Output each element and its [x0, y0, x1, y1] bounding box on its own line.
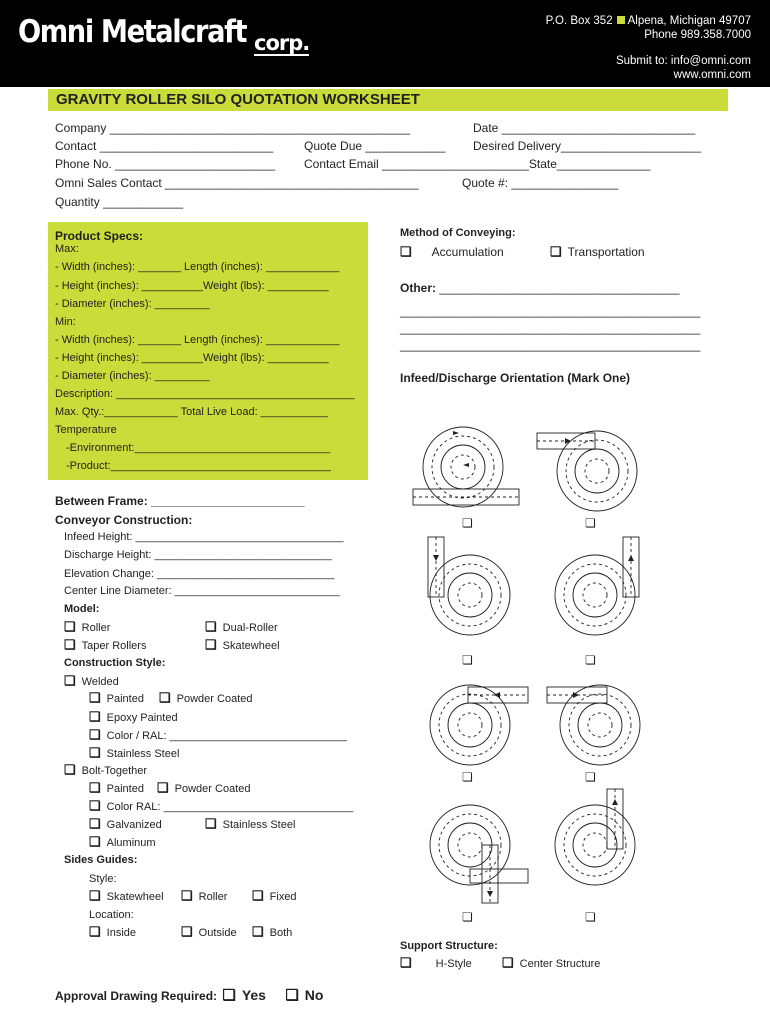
company-logo: Omni Metalcraft — [18, 14, 247, 50]
phone-field[interactable]: Phone No. ________________________ — [55, 157, 276, 171]
bolt-powder-coated-option[interactable] — [157, 782, 250, 795]
min-width-field[interactable]: - Width (inches): _______ Length (inches): ____________ — [55, 334, 340, 346]
checkbox-icon[interactable]: ❏ — [159, 690, 171, 705]
orientation-diagram-8 — [545, 785, 655, 895]
temperature-label: Temperature — [55, 424, 117, 436]
checkbox-icon[interactable]: ❏ — [205, 637, 217, 652]
checkbox-icon[interactable]: ❏ — [89, 780, 101, 795]
taper-rollers-label: Taper Rollers — [81, 640, 147, 652]
stainless-steel-label: Stainless Steel — [106, 748, 180, 760]
contact-email-field[interactable]: Contact Email ______________________State______________ — [304, 157, 651, 171]
checkbox-icon[interactable]: ❏ — [89, 709, 101, 724]
galvanized-label: Galvanized — [106, 819, 162, 831]
checkbox-icon[interactable]: ❏ — [64, 637, 76, 652]
epoxy-painted-label: Epoxy Painted — [106, 712, 178, 724]
orientation-heading: Infeed/Discharge Orientation (Mark One) — [400, 371, 631, 385]
checkbox-icon[interactable]: ❏ — [252, 924, 264, 939]
color-ral-field-2[interactable]: Color RAL: _______________________________ — [106, 801, 354, 813]
aluminum-option[interactable] — [89, 836, 156, 849]
model-skatewheel-option[interactable] — [205, 639, 280, 652]
accumulation-option[interactable] — [400, 245, 504, 259]
style-label: Style: — [89, 873, 117, 885]
max-qty-field[interactable]: Max. Qty.:____________ Total Live Load: ___________ — [55, 406, 328, 418]
checkbox-icon[interactable]: ❏ — [205, 816, 217, 831]
sales-contact-field[interactable]: Omni Sales Contact ______________________________________ — [55, 176, 419, 190]
other-line-4[interactable]: _____________________________________________ — [400, 338, 701, 352]
submit-email[interactable]: Submit to: info@omni.com — [615, 55, 751, 67]
accumulation-label: Accumulation — [431, 245, 504, 259]
guide-skatewheel-option[interactable] — [89, 890, 164, 903]
checkbox-icon[interactable]: ❏ — [252, 888, 264, 903]
orientation-diagram-5 — [420, 677, 530, 772]
discharge-height-field[interactable]: Discharge Height: _____________________________ — [64, 549, 332, 561]
other-label: Other: — [400, 281, 436, 295]
powder-coated-label-2: Powder Coated — [174, 783, 251, 795]
approval-no-label: No — [304, 987, 324, 1003]
checkbox-icon[interactable]: ❏ — [400, 955, 412, 970]
checkbox-icon[interactable]: ❏ — [89, 834, 101, 849]
min-label: Min: — [55, 316, 76, 328]
checkbox-icon[interactable]: ❏ — [550, 244, 562, 259]
checkbox-icon[interactable]: ❏ — [64, 673, 76, 688]
construction-heading: Conveyor Construction: — [55, 513, 193, 527]
welded-option[interactable] — [64, 675, 119, 688]
website-link[interactable]: www.omni.com — [673, 69, 751, 81]
approval-yes-label: Yes — [241, 987, 266, 1003]
bolt-together-label: Bolt-Together — [81, 765, 148, 777]
orientation-1-checkbox[interactable]: ❏ — [462, 516, 473, 530]
painted-label: Painted — [106, 693, 144, 705]
stainless-steel-label-2: Stainless Steel — [222, 819, 296, 831]
checkbox-icon[interactable]: ❏ — [89, 888, 101, 903]
guide-both-option[interactable] — [252, 926, 292, 939]
bolt-together-option[interactable] — [64, 764, 147, 777]
between-frame-field[interactable]: Between Frame: _______________________ — [55, 494, 305, 508]
approval-no-checkbox[interactable]: ❏ — [285, 987, 299, 1004]
guide-outside-option[interactable] — [181, 926, 237, 939]
elevation-change-field[interactable]: Elevation Change: _____________________________ — [64, 568, 335, 580]
construction-style-heading: Construction Style: — [64, 657, 166, 669]
checkbox-icon[interactable]: ❏ — [205, 619, 217, 634]
description-field[interactable]: Description: _______________________________________ — [55, 388, 355, 400]
h-style-option[interactable] — [400, 957, 472, 970]
address-city: Alpena, Michigan 49707 — [627, 15, 751, 27]
orientation-diagram-7 — [420, 795, 530, 905]
welded-color-option[interactable] — [89, 729, 347, 742]
painted-label-2: Painted — [106, 783, 144, 795]
max-height-field[interactable]: - Height (inches): __________Weight (lbs): __________ — [55, 280, 329, 292]
page-title: GRAVITY ROLLER SILO QUOTATION WORKSHEET — [48, 89, 728, 111]
date-field[interactable]: Date _____________________________ — [473, 121, 696, 135]
environment-field[interactable]: -Environment:________________________________ — [66, 442, 331, 454]
orientation-2-checkbox[interactable]: ❏ — [585, 516, 596, 530]
contact-field[interactable]: Contact __________________________ — [55, 139, 274, 153]
transportation-option[interactable] — [550, 245, 645, 259]
checkbox-icon[interactable]: ❏ — [89, 690, 101, 705]
powder-coated-label: Powder Coated — [176, 693, 253, 705]
quantity-field[interactable]: Quantity ____________ — [55, 195, 184, 209]
other-field[interactable] — [400, 281, 680, 295]
product-specs-heading: Product Specs: — [55, 229, 144, 243]
checkbox-icon[interactable]: ❏ — [181, 888, 193, 903]
bolt-stainless-option[interactable] — [205, 818, 295, 831]
max-diameter-field[interactable]: - Diameter (inches): _________ — [55, 298, 210, 310]
skatewheel-label: Skatewheel — [222, 640, 280, 652]
min-diameter-field[interactable]: - Diameter (inches): _________ — [55, 370, 210, 382]
outside-label: Outside — [198, 927, 237, 939]
h-style-label: H-Style — [435, 958, 472, 970]
orientation-6-checkbox[interactable]: ❏ — [585, 770, 596, 784]
model-taper-option[interactable] — [64, 639, 146, 652]
address-pobox: P.O. Box 352 — [545, 15, 613, 27]
infeed-height-field[interactable]: Infeed Height: __________________________________ — [64, 531, 344, 543]
orientation-3-checkbox[interactable]: ❏ — [462, 653, 473, 667]
company-logo-corp: corp. — [254, 31, 310, 55]
dual-roller-label: Dual-Roller — [222, 622, 278, 634]
guide-inside-option[interactable] — [89, 926, 136, 939]
checkbox-icon[interactable]: ❏ — [89, 924, 101, 939]
skatewheel-label-2: Skatewheel — [106, 891, 164, 903]
roller-label: Roller — [81, 622, 111, 634]
max-width-field[interactable]: - Width (inches): _______ Length (inches): ____________ — [55, 261, 340, 273]
support-structure-heading: Support Structure: — [400, 940, 498, 952]
checkbox-icon[interactable]: ❏ — [89, 745, 101, 760]
guide-roller-option[interactable] — [181, 890, 227, 903]
color-ral-field[interactable]: Color / RAL: _____________________________ — [106, 730, 348, 742]
desired-delivery-field[interactable]: Desired Delivery_____________________ — [473, 139, 702, 153]
inside-label: Inside — [106, 927, 137, 939]
side-guides-heading: Sides Guides: — [64, 854, 138, 866]
location-label: Location: — [89, 909, 134, 921]
quote-due-field[interactable]: Quote Due ____________ — [304, 139, 446, 153]
checkbox-icon[interactable]: ❏ — [89, 727, 101, 742]
model-heading: Model: — [64, 603, 100, 615]
roller-label-2: Roller — [198, 891, 228, 903]
checkbox-icon[interactable]: ❏ — [157, 780, 169, 795]
page-header — [0, 0, 770, 87]
welded-label: Welded — [81, 676, 119, 688]
quote-number-field[interactable]: Quote #: ________________ — [462, 176, 619, 190]
approval-label: Approval Drawing Required: — [55, 989, 218, 1003]
both-label: Both — [269, 927, 293, 939]
model-roller-option[interactable] — [64, 621, 110, 634]
model-dual-roller-option[interactable] — [205, 621, 278, 634]
orientation-diagram-6 — [545, 677, 655, 772]
welded-painted-option[interactable] — [89, 692, 144, 705]
center-structure-option[interactable] — [502, 957, 600, 970]
bolt-painted-option[interactable] — [89, 782, 144, 795]
guide-fixed-option[interactable] — [252, 890, 297, 903]
max-label: Max: — [55, 243, 79, 255]
orientation-7-checkbox[interactable]: ❏ — [462, 910, 473, 924]
address-line — [546, 15, 751, 27]
other-line-2[interactable]: _____________________________________________ — [400, 304, 701, 318]
welded-stainless-option[interactable] — [89, 747, 179, 760]
orientation-diagram-1 — [405, 425, 535, 515]
company-field[interactable]: Company _____________________________________________ — [55, 121, 411, 135]
min-height-field[interactable]: - Height (inches): __________Weight (lbs): __________ — [55, 352, 329, 364]
orientation-5-checkbox[interactable]: ❏ — [462, 770, 473, 784]
checkbox-icon[interactable]: ❏ — [89, 816, 101, 831]
approval-yes-checkbox[interactable]: ❏ — [222, 987, 236, 1004]
phone-line: Phone 989.358.7000 — [644, 29, 751, 41]
center-line-diameter-field[interactable]: Center Line Diameter: ___________________________ — [64, 585, 340, 597]
checkbox-icon[interactable]: ❏ — [181, 924, 193, 939]
orientation-diagram-4 — [545, 535, 655, 645]
fixed-label: Fixed — [269, 891, 297, 903]
aluminum-label: Aluminum — [106, 837, 156, 849]
checkbox-icon[interactable]: ❏ — [64, 762, 76, 777]
other-line-3[interactable]: _____________________________________________ — [400, 321, 701, 335]
epoxy-painted-option[interactable] — [89, 711, 178, 724]
checkbox-icon[interactable]: ❏ — [64, 619, 76, 634]
orientation-8-checkbox[interactable]: ❏ — [585, 910, 596, 924]
transportation-label: Transportation — [567, 245, 645, 259]
bullet-square-icon — [617, 16, 625, 24]
orientation-diagram-3 — [420, 535, 530, 645]
orientation-diagram-2 — [535, 425, 665, 515]
center-structure-label: Center Structure — [519, 958, 601, 970]
checkbox-icon[interactable]: ❏ — [502, 955, 514, 970]
bolt-color-option[interactable] — [89, 800, 353, 813]
checkbox-icon[interactable]: ❏ — [89, 798, 101, 813]
product-field[interactable]: -Product:____________________________________ — [66, 460, 331, 472]
conveying-heading: Method of Conveying: — [400, 227, 516, 239]
approval-drawing-row — [55, 987, 323, 1003]
orientation-4-checkbox[interactable]: ❏ — [585, 653, 596, 667]
other-line-1[interactable]: ____________________________________ — [439, 281, 680, 295]
welded-powder-coated-option[interactable] — [159, 692, 252, 705]
checkbox-icon[interactable]: ❏ — [400, 244, 412, 259]
galvanized-option[interactable] — [89, 818, 162, 831]
